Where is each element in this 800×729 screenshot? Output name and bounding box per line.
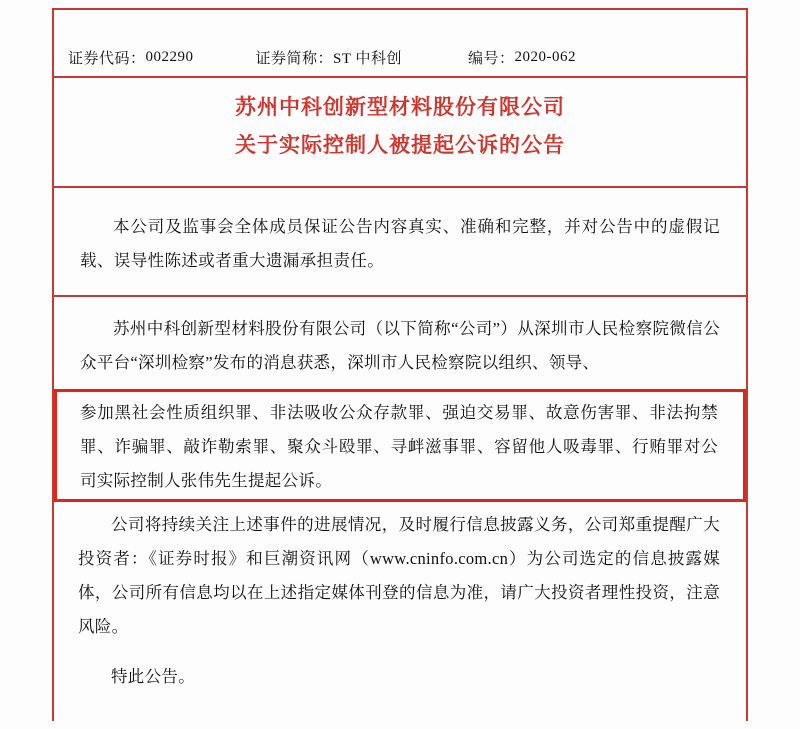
title-line-company: 苏州中科创新型材料股份有限公司 — [235, 95, 565, 119]
security-abbr-value: ST 中科创 — [333, 50, 403, 67]
announcement-title — [54, 88, 746, 164]
highlight-paragraph: 参加黑社会性质组织罪、非法吸收公众存款罪、强迫交易罪、故意伤害罪、非法拘禁罪、诈骗罪、敲诈勒索罪、聚众斗殴罪、寻衅滋事罪、容留他人吸毒罪、行贿罪对公司实际控制人张伟先生提起公诉。 — [80, 403, 718, 490]
security-code-label: 证券代码： — [68, 50, 146, 67]
title-line-subject: 关于实际控制人被提起公诉的公告 — [235, 133, 565, 157]
body-closing: 特此公告。 — [111, 667, 195, 686]
announcement-number-label: 编号： — [468, 50, 515, 67]
responsibility-statement: 本公司及监事会全体成员保证公告内容真实、准确和完整，并对公告中的虚假记载、误导性陈述或者重大遗漏承担责任。 — [80, 217, 720, 270]
document-header-row — [54, 38, 746, 76]
announcement-body — [54, 306, 746, 380]
security-abbr-label: 证券简称： — [255, 50, 334, 67]
body-paragraph-1: 苏州中科创新型材料股份有限公司（以下简称“公司”）从深圳市人民检察院微信公众平台“深圳检察”发布的消息获悉，深圳市人民检察院以组织、领导、 — [80, 319, 720, 372]
announcement-number-value: 2020-062 — [514, 48, 577, 65]
security-code-value: 002290 — [145, 48, 194, 65]
title-divider — [54, 186, 746, 188]
body-paragraph-2: 公司将持续关注上述事件的进展情况，及时履行信息披露义务，公司郑重提醒广大投资者：《证券时报》和巨潮资讯网（www.cninfo.com.cn）为公司选定的信息披露媒体，公司所有信息均以在上述指定媒体刊登的信息为准，请广大投资者理性投资，注意风险。 — [78, 515, 720, 636]
statement-divider — [54, 295, 746, 297]
announcement-body-continued — [54, 508, 746, 694]
header-divider — [54, 76, 746, 78]
